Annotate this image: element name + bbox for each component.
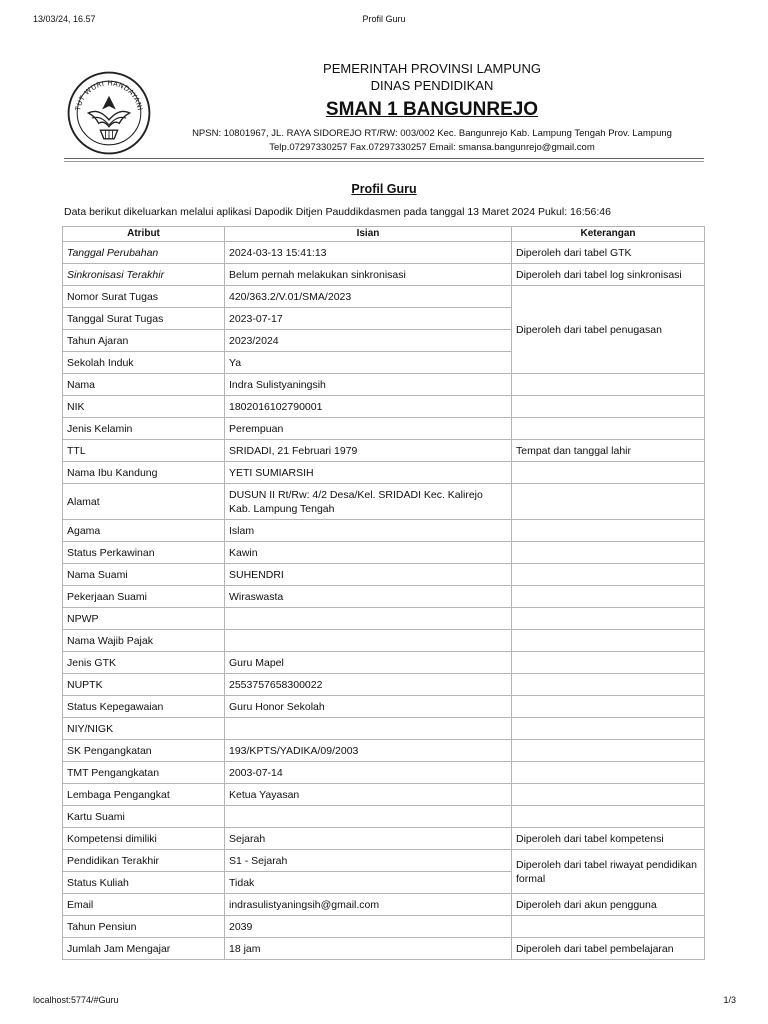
isian-cell: Perempuan [225,418,512,440]
isian-cell: 2553757658300022 [225,674,512,696]
atribut-cell: Nama [63,374,225,396]
keterangan-cell [512,608,705,630]
isian-cell: 18 jam [225,938,512,960]
table-row [63,894,705,916]
atribut-cell: Jenis Kelamin [63,418,225,440]
atribut-cell: Status Kuliah [63,872,225,894]
atribut-cell: Email [63,894,225,916]
keterangan-cell [512,652,705,674]
document-intro: Data berikut dikeluarkan melalui aplikasi Dapodik Ditjen Pauddikdasmen pada tanggal 13 Maret 2024 Pukul: 16:56:46 [64,206,611,218]
isian-cell: Sejarah [225,828,512,850]
atribut-cell: Jumlah Jam Mengajar [63,938,225,960]
keterangan-cell [512,418,705,440]
isian-cell: YETI SUMIARSIH [225,462,512,484]
table-row [63,850,705,872]
atribut-cell: Kompetensi dimiliki [63,828,225,850]
table-row [63,396,705,418]
atribut-cell: NPWP [63,608,225,630]
table-row [63,652,705,674]
table-header-row [63,227,705,242]
letterhead-department: DINAS PENDIDIKAN [370,78,494,93]
atribut-cell: Tanggal Perubahan [63,242,225,264]
letterhead-contact: Telp.07297330257 Fax.07297330257 Email: smansa.bangunrejo@gmail.com [269,142,595,153]
atribut-cell: NUPTK [63,674,225,696]
atribut-cell: Alamat [63,484,225,520]
table-row [63,440,705,462]
letterhead-divider [64,158,704,159]
keterangan-cell [512,696,705,718]
atribut-cell: Lembaga Pengangkat [63,784,225,806]
keterangan-cell [512,674,705,696]
print-footer [0,995,768,1009]
isian-cell: DUSUN II Rt/Rw: 4/2 Desa/Kel. SRIDADI Kec. Kalirejo Kab. Lampung Tengah [225,484,512,520]
isian-cell: 2023-07-17 [225,308,512,330]
isian-cell: SUHENDRI [225,564,512,586]
atribut-cell: Kartu Suami [63,806,225,828]
letterhead-divider-thin [64,161,704,162]
table-row [63,286,705,308]
isian-cell: Belum pernah melakukan sinkronisasi [225,264,512,286]
letterhead-school-name: SMAN 1 BANGUNREJO [325,99,539,120]
atribut-cell: Jenis GTK [63,652,225,674]
atribut-cell: Status Kepegawaian [63,696,225,718]
keterangan-cell: Diperoleh dari tabel pembelajaran [512,938,705,960]
table-row [63,264,705,286]
keterangan-cell [512,762,705,784]
atribut-cell: Pendidikan Terakhir [63,850,225,872]
keterangan-cell: Diperoleh dari tabel penugasan [512,286,705,374]
table-row [63,608,705,630]
keterangan-cell: Diperoleh dari tabel riwayat pendidikan formal [512,850,705,894]
document-title: Profil Guru [351,182,417,196]
table-row [63,762,705,784]
isian-cell: Wiraswasta [225,586,512,608]
keterangan-cell [512,374,705,396]
keterangan-cell [512,462,705,484]
isian-cell: 1802016102790001 [225,396,512,418]
keterangan-cell [512,396,705,418]
table-row [63,938,705,960]
table-row [63,542,705,564]
print-timestamp: 13/03/24, 16.57 [33,14,96,24]
atribut-cell: NIK [63,396,225,418]
isian-cell: Tidak [225,872,512,894]
print-page-title: Profil Guru [362,14,406,24]
table-row [63,484,705,520]
isian-cell: Ketua Yayasan [225,784,512,806]
table-row [63,740,705,762]
table-row [63,784,705,806]
keterangan-cell [512,718,705,740]
table-row [63,462,705,484]
table-row [63,374,705,396]
keterangan-cell: Diperoleh dari akun pengguna [512,894,705,916]
keterangan-cell [512,806,705,828]
letterhead-address: NPSN: 10801967, JL. RAYA SIDOREJO RT/RW: 003/002 Kec. Bangunrejo Kab. Lampung Tengah Prov. Lampung [192,128,672,139]
keterangan-cell [512,564,705,586]
isian-cell [225,630,512,652]
table-row [63,520,705,542]
table-row [63,718,705,740]
table-row [63,916,705,938]
isian-cell: Guru Mapel [225,652,512,674]
atribut-cell: TTL [63,440,225,462]
isian-cell [225,806,512,828]
logo-motto: TUT WURI HANDAYANI [74,79,144,112]
print-page-number: 1/3 [723,995,736,1005]
keterangan-cell [512,740,705,762]
isian-cell [225,608,512,630]
isian-cell: Kawin [225,542,512,564]
letterhead-government: PEMERINTAH PROVINSI LAMPUNG [323,61,541,76]
table-row [63,696,705,718]
atribut-cell: Sekolah Induk [63,352,225,374]
print-url: localhost:5774/#Guru [33,995,119,1005]
keterangan-cell [512,542,705,564]
isian-cell: 2024-03-13 15:41:13 [225,242,512,264]
atribut-cell: Tahun Pensiun [63,916,225,938]
isian-cell [225,718,512,740]
keterangan-cell: Diperoleh dari tabel GTK [512,242,705,264]
isian-cell: Guru Honor Sekolah [225,696,512,718]
table-row [63,564,705,586]
isian-cell: 2023/2024 [225,330,512,352]
atribut-cell: Sinkronisasi Terakhir [63,264,225,286]
keterangan-cell [512,784,705,806]
isian-cell: SRIDADI, 21 Februari 1979 [225,440,512,462]
atribut-cell: TMT Pengangkatan [63,762,225,784]
table-row [63,418,705,440]
isian-cell: Islam [225,520,512,542]
tut-wuri-handayani-logo [66,70,152,156]
header-isian: Isian [225,227,512,242]
table-row [63,828,705,850]
profile-table [62,226,705,960]
atribut-cell: Nama Ibu Kandung [63,462,225,484]
isian-cell: Indra Sulistyaningsih [225,374,512,396]
svg-text:TUT WURI HANDAYANI [74,79,144,112]
print-header [0,14,768,28]
atribut-cell: Agama [63,520,225,542]
isian-cell: 2039 [225,916,512,938]
isian-cell: indrasulistyaningsih@gmail.com [225,894,512,916]
table-row [63,806,705,828]
isian-cell: 2003-07-14 [225,762,512,784]
keterangan-cell: Tempat dan tanggal lahir [512,440,705,462]
header-keterangan: Keterangan [512,227,705,242]
atribut-cell: NIY/NIGK [63,718,225,740]
table-row [63,674,705,696]
keterangan-cell: Diperoleh dari tabel log sinkronisasi [512,264,705,286]
table-row [63,630,705,652]
atribut-cell: Nama Wajib Pajak [63,630,225,652]
atribut-cell: Tanggal Surat Tugas [63,308,225,330]
atribut-cell: Nama Suami [63,564,225,586]
atribut-cell: Pekerjaan Suami [63,586,225,608]
isian-cell: 420/363.2/V.01/SMA/2023 [225,286,512,308]
isian-cell: 193/KPTS/YADIKA/09/2003 [225,740,512,762]
header-atribut: Atribut [63,227,225,242]
keterangan-cell [512,586,705,608]
table-row [63,242,705,264]
atribut-cell: Tahun Ajaran [63,330,225,352]
letterhead [166,60,698,155]
atribut-cell: Nomor Surat Tugas [63,286,225,308]
keterangan-cell [512,484,705,520]
table-row [63,586,705,608]
isian-cell: Ya [225,352,512,374]
atribut-cell: SK Pengangkatan [63,740,225,762]
atribut-cell: Status Perkawinan [63,542,225,564]
isian-cell: S1 - Sejarah [225,850,512,872]
keterangan-cell [512,916,705,938]
keterangan-cell: Diperoleh dari tabel kompetensi [512,828,705,850]
keterangan-cell [512,520,705,542]
keterangan-cell [512,630,705,652]
